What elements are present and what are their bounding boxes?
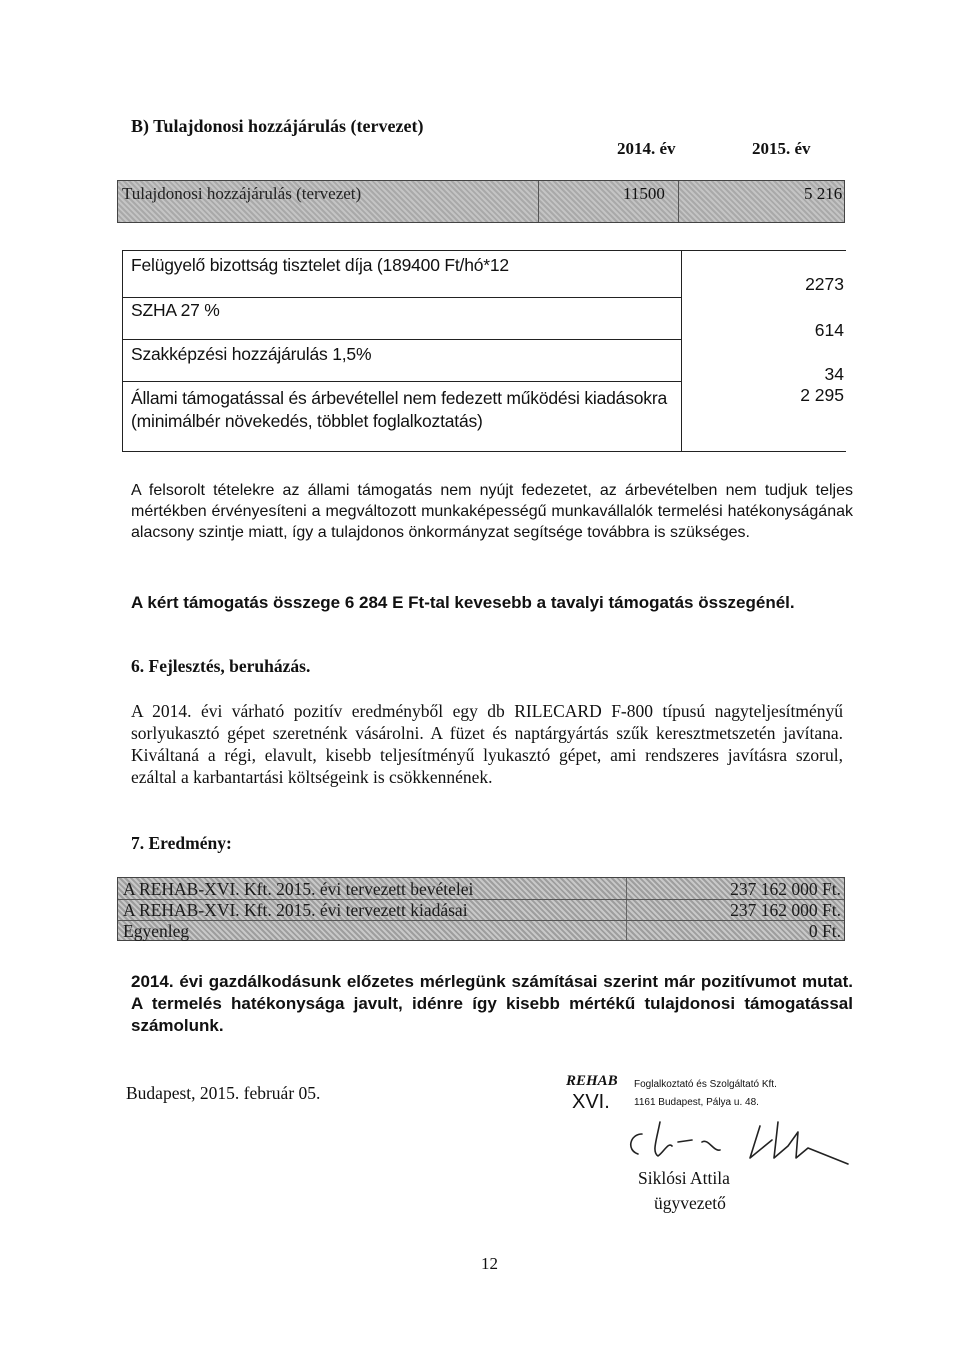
paragraph-explanation: A felsorolt tételekre az állami támogatás nem nyújt fedezetet, az árbevételben nem tudjuk teljes mértékben érvényesíteni a megváltozott munkaképességű munkavállalók termelési hatékonyságának alacsony szintje miatt, így a tulajdonos önkormányzat segítsége továbbra is szükséges. [131,482,853,541]
summary-value-2014: 11500 [623,184,665,203]
handwritten-signature [612,1112,882,1172]
year-header-2014: 2014. év [617,139,676,158]
section-title: B) Tulajdonosi hozzájárulás (tervezet) [131,116,424,136]
result-label: A REHAB-XVI. Kft. 2015. évi tervezett kiadásai [123,900,468,920]
stamp-logo-number: XVI. [572,1091,610,1113]
heading-result: 7. Eredmény: [131,833,232,853]
place-date: Budapest, 2015. február 05. [126,1083,321,1103]
summary-value-2015: 5 216 [804,184,843,203]
cost-row-label: Szakképzési hozzájárulás 1,5% [131,344,372,364]
result-row [118,899,844,921]
heading-development: 6. Fejlesztés, beruházás. [131,656,311,676]
cost-row-label: Felügyelő bizottság tisztelet díja (189400 Ft/hó*12 [131,255,509,275]
result-label: Egyenleg [123,921,190,941]
result-value: 0 Ft. [808,921,841,941]
summary-label: Tulajdonosi hozzájárulás (tervezet) [122,184,362,203]
cost-row-value: 2273 [805,274,844,294]
cost-row-value: 614 [814,320,844,340]
cost-row-line [122,381,681,382]
year-header-2015: 2015. év [752,139,811,158]
cost-row-line [122,339,681,340]
stamp-logo: REHAB [566,1073,618,1089]
result-table [117,877,845,941]
cost-row-label: Állami támogatással és árbevétellel nem fedezett működési kiadásokra [131,388,667,408]
stamp-address: 1161 Budapest, Pálya u. 48. [634,1097,759,1108]
stamp-company-name: Foglalkoztató és Szolgáltató Kft. [634,1079,777,1090]
result-row [118,920,844,941]
result-row [118,878,844,900]
result-value: 237 162 000 Ft. [730,879,841,899]
paragraph-closing: 2014. évi gazdálkodásunk előzetes mérlegünk számításai szerint már pozitívumot mutat. A termelés hatékonysága javult, idénre így kisebb mértékű tulajdonosi támogatással számolunk. [131,972,853,1035]
cost-row-value: 2 295 [800,385,844,405]
cost-row-label-continued: (minimálbér növekedés, többlet foglalkoztatás) [131,411,483,431]
cost-row-label: SZHA 27 % [131,300,220,320]
paragraph-support-note: A kért támogatás összege 6 284 E Ft-tal kevesebb a tavalyi támogatás összegénél. [131,593,795,612]
paragraph-development: A 2014. évi várható pozitív eredményből egy db RILECARD F-800 típusú nagyteljesítményű sorlyukasztó gépet szeretnénk vásárolni. A füzet és naptárgyártás szűk keresztmetszetén javítana. Kiváltaná a régi, elavult, kisebb teljesítményű lyukasztó gépet, ami rendszeres javításra szorul, ezáltal a karbantartási költségeink is csökkennének. [131,701,843,787]
result-value: 237 162 000 Ft. [730,900,841,920]
cost-row-value: 34 [824,364,844,384]
summary-divider [678,181,679,222]
cost-row-line [122,297,681,298]
cost-table-divider [681,250,682,452]
summary-divider [538,181,539,222]
signer-name: Siklósi Attila [638,1168,730,1188]
signer-title: ügyvezető [654,1193,726,1213]
result-label: A REHAB-XVI. Kft. 2015. évi tervezett bevételei [123,879,474,899]
summary-bar [117,180,845,223]
page-number: 12 [481,1254,498,1273]
